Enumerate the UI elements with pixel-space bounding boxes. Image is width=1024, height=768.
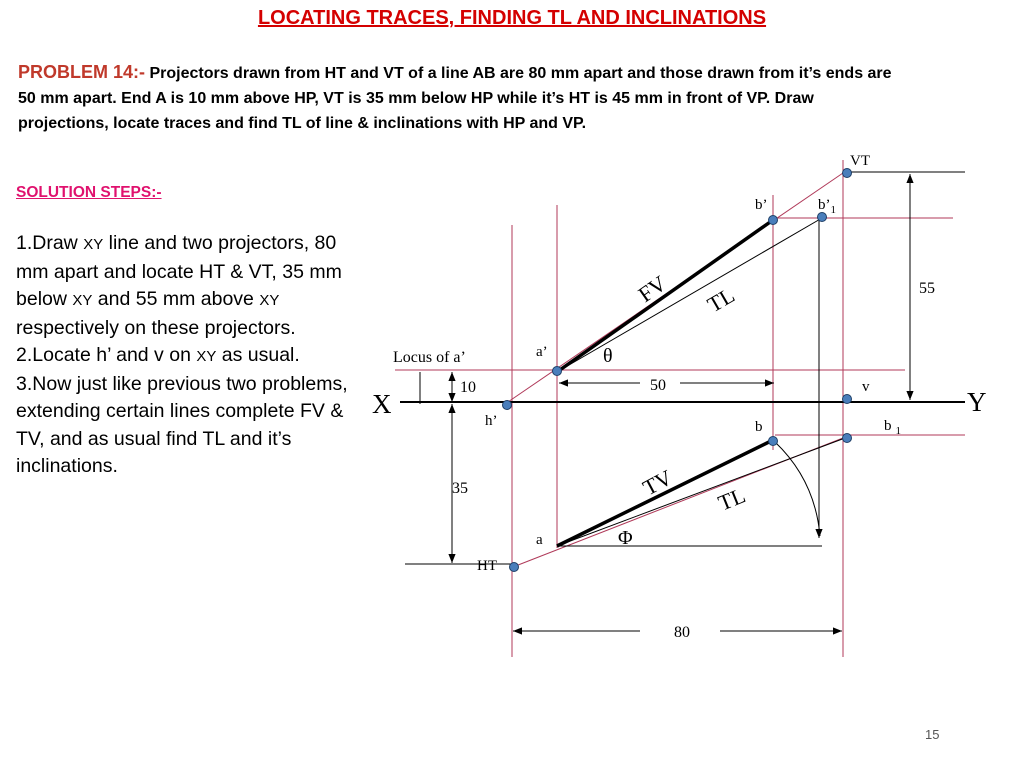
point-v <box>843 395 852 404</box>
label-b1: b $_1$ <box>884 418 901 437</box>
point-vt <box>843 169 852 178</box>
label-fv: FV <box>633 270 671 308</box>
label-ht: HT <box>477 558 497 574</box>
label-tv: TV <box>638 464 677 501</box>
label-x: X <box>372 389 392 419</box>
label-phi: Φ <box>618 527 633 549</box>
step-1-text: line and two projectors, 80 mm apart and locate HT & VT, 35 mm below <box>16 232 342 310</box>
label-tl-top: TL <box>703 282 739 318</box>
label-theta: θ <box>603 345 613 367</box>
step-2-text: 2.Locate h’ and v on <box>16 344 197 366</box>
label-b: b <box>755 419 763 435</box>
point-b <box>769 437 778 446</box>
label-h-prime: h’ <box>485 413 498 429</box>
xy-term: XY <box>259 292 280 309</box>
tl-line-top <box>557 218 822 372</box>
label-y: Y <box>967 387 987 417</box>
step-2-text: as usual. <box>216 344 300 366</box>
point-b1 <box>843 434 852 443</box>
point-h-prime <box>503 401 512 410</box>
point-ht <box>510 563 519 572</box>
step-1-text: respectively on these projectors. <box>16 316 296 339</box>
dim-55-label: 55 <box>919 280 935 297</box>
fv-line <box>557 220 773 372</box>
xy-term: XY <box>72 292 93 309</box>
label-b1-prime: $b’_1$ <box>818 197 836 216</box>
tl-line-bottom <box>557 438 845 546</box>
solution-heading: SOLUTION STEPS:- <box>16 184 162 201</box>
step-3: 3.Now just like previous two problems, extending certain lines complete FV & TV, and as usual find TL and it’s inclinations. <box>16 372 348 477</box>
page-number: 15 <box>925 727 940 742</box>
xy-term: XY <box>83 236 104 253</box>
dim-50-label: 50 <box>650 377 666 394</box>
point-b1-prime <box>818 213 827 222</box>
step-1-text: and 55 mm above <box>92 288 260 310</box>
label-a: a <box>536 532 543 548</box>
label-a-prime: a’ <box>536 344 548 360</box>
problem-text: Projectors drawn from HT and VT of a line AB are 80 mm apart and those drawn from it’s ends are 50 mm apart. End A is 10 mm above HP, VT is 35 mm below HP while it’s HT is 45 mm in front of VP. Draw projections, locate traces and find TL of line & inclinations with HP and VP. <box>18 65 892 132</box>
slide-title: LOCATING TRACES, FINDING TL AND INCLINATIONS <box>257 7 767 29</box>
step-1-text: 1.Draw <box>16 232 84 254</box>
label-locus-a: Locus of a’ <box>393 349 466 366</box>
point-a-prime <box>553 367 562 376</box>
xy-term: XY <box>196 348 217 365</box>
point-b-prime <box>769 216 778 225</box>
dim-10-label: 10 <box>460 379 476 396</box>
label-v: v <box>862 379 870 395</box>
problem-label: PROBLEM 14:- <box>18 62 146 82</box>
label-b-prime: b’ <box>755 197 768 213</box>
dim-35-label: 35 <box>452 480 468 497</box>
dim-80-label: 80 <box>674 624 690 641</box>
label-tl-bottom: TL <box>714 482 749 516</box>
label-vt: VT <box>850 153 870 169</box>
